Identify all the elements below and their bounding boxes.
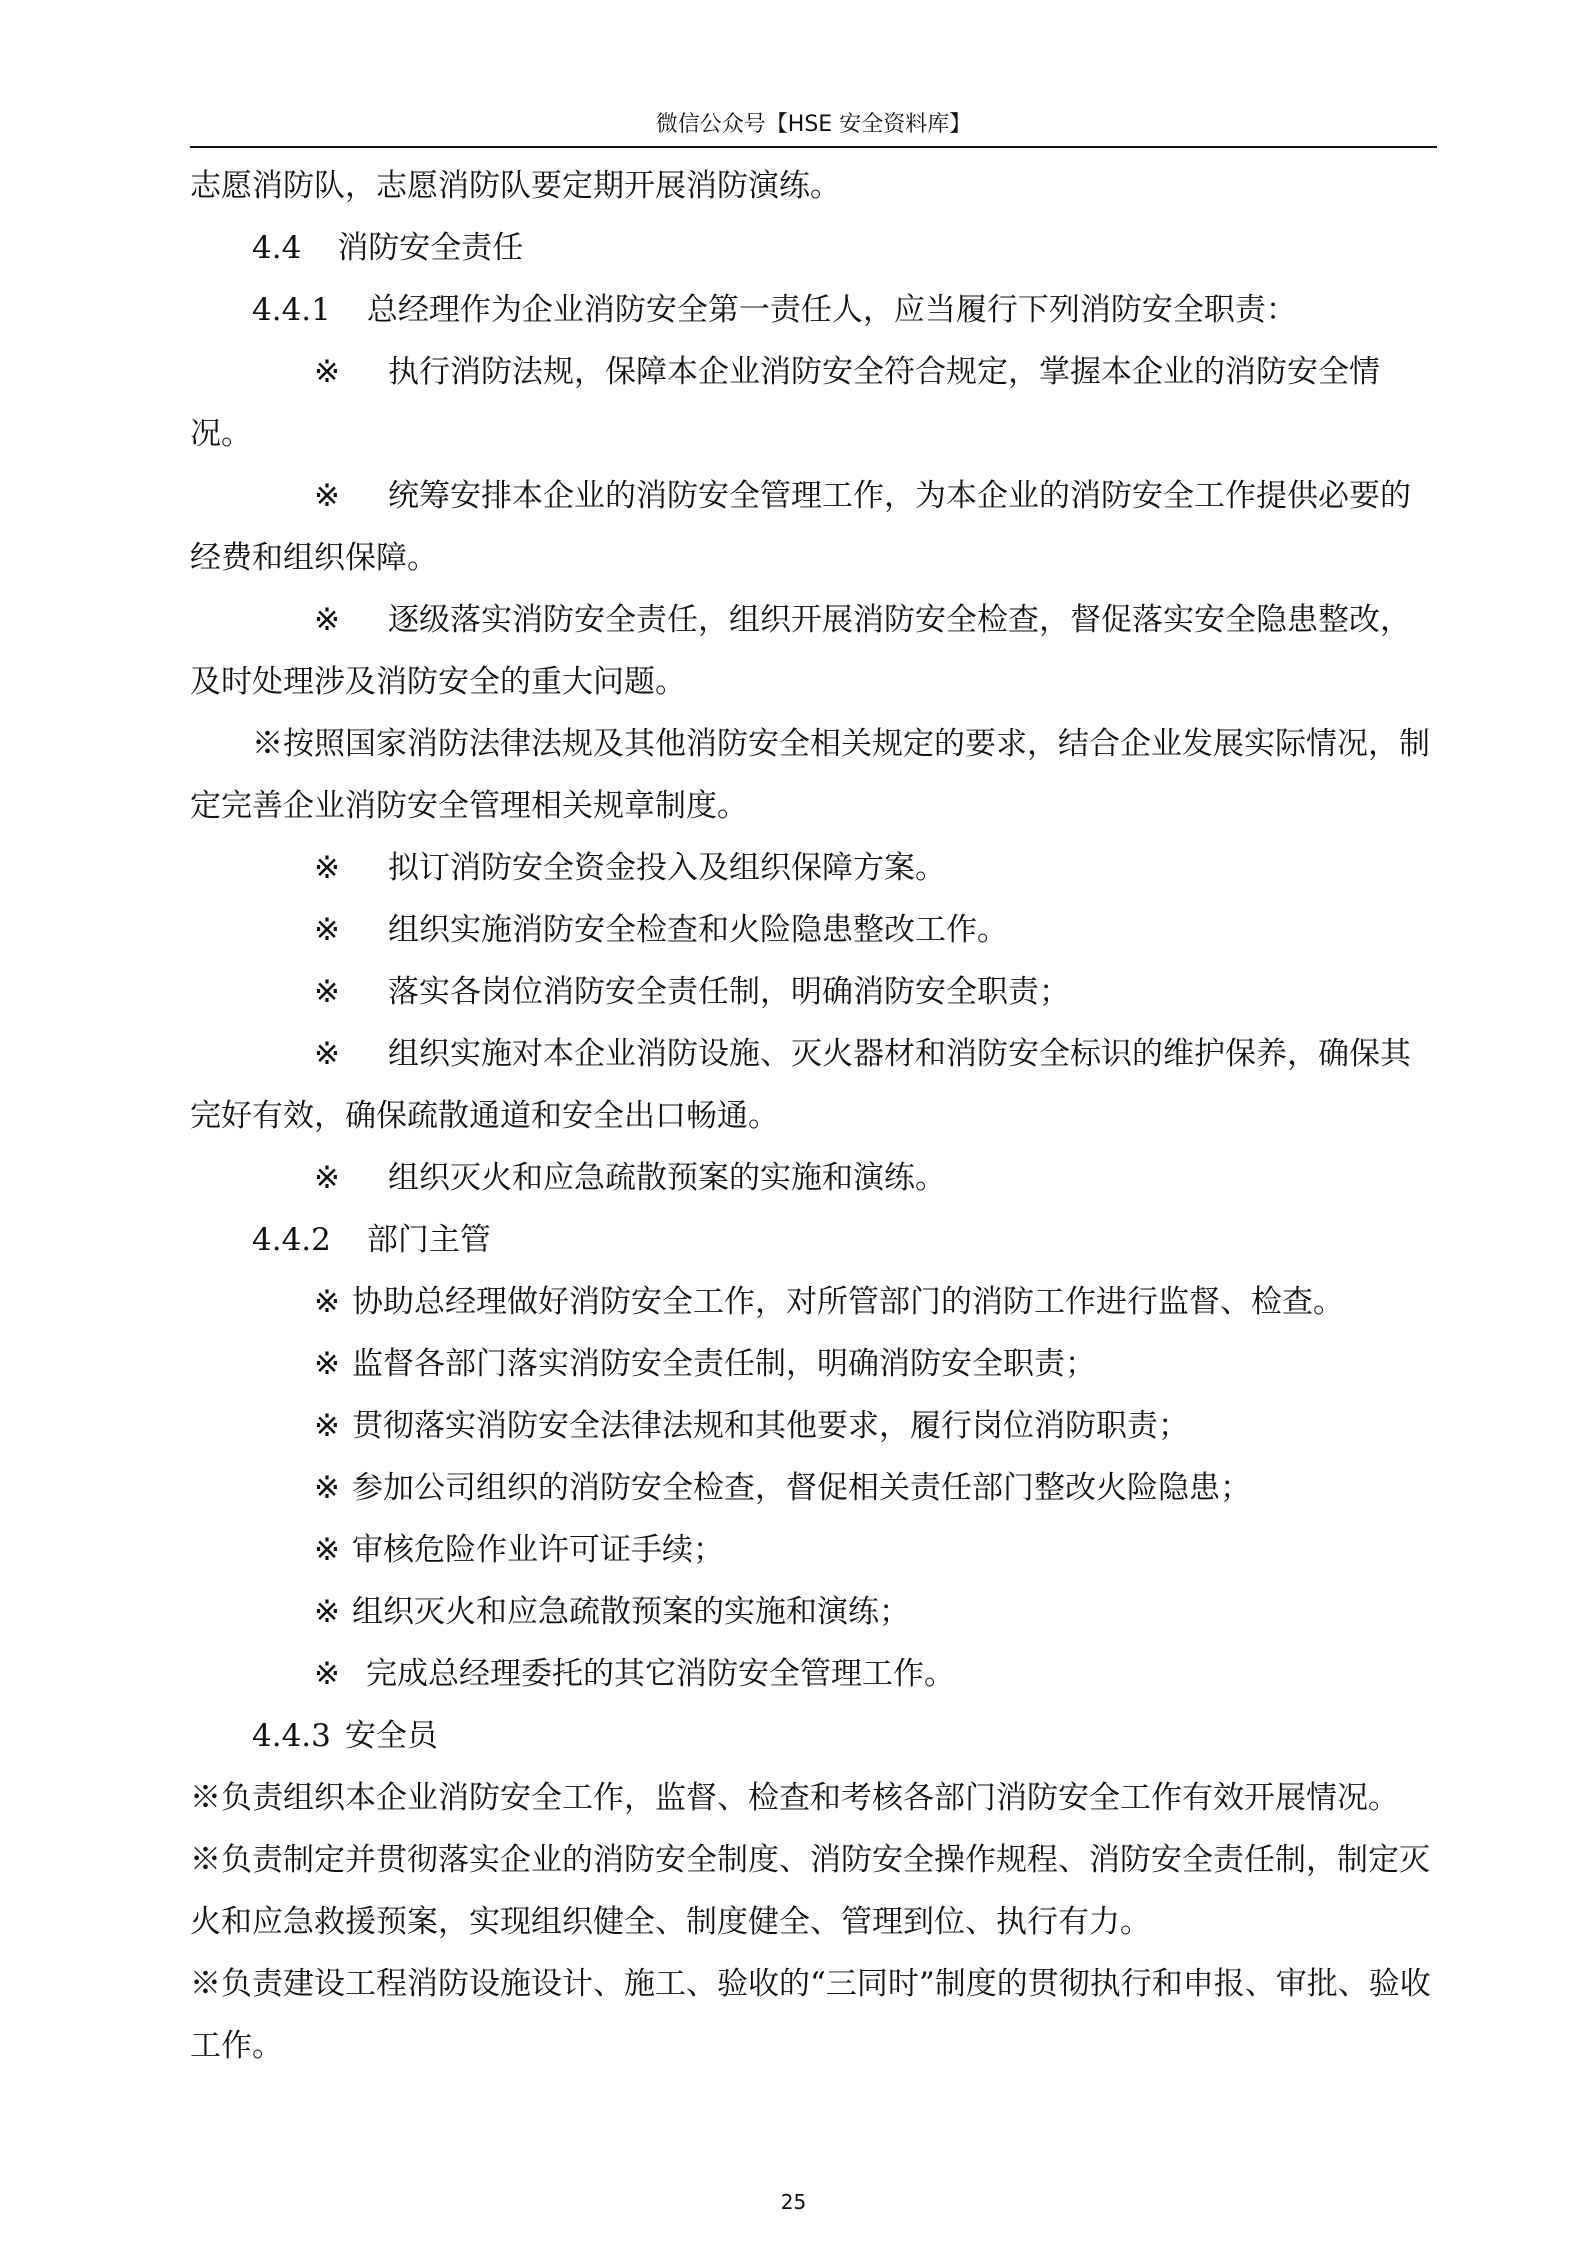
paragraph-text: 完成总经理委托的其它消防安全管理工作。	[365, 1656, 955, 1692]
paragraph-text: 监督各部门落实消防安全责任制，明确消防安全职责；	[351, 1346, 1096, 1382]
paragraph-text: ※负责组织本企业消防安全工作，监督、检查和考核各部门消防安全工作有效开展情况。	[190, 1780, 1399, 1816]
bullet-mark: ※	[314, 1594, 340, 1630]
paragraph	[190, 899, 1440, 961]
paragraph-text: 贯彻落实消防安全法律法规和其他要求，履行岗位消防职责；	[351, 1408, 1189, 1444]
paragraph	[190, 1519, 1440, 1581]
paragraph-text: 审核危险作业许可证手续；	[351, 1532, 724, 1568]
bullet-mark: ※	[314, 1284, 340, 1320]
document-body	[190, 155, 1440, 2077]
paragraph	[190, 465, 1440, 589]
bullet-mark: ※	[314, 912, 340, 948]
paragraph-text: 逐级落实消防安全责任，组织开展消防安全检查，督促落实安全隐患整改，及时处理涉及消防安全的重大问题。	[190, 602, 1411, 700]
page-header: 微信公众号【HSE 安全资料库】	[655, 112, 972, 137]
paragraph	[190, 155, 1440, 217]
paragraph-text: 拟订消防安全资金投入及组织保障方案。	[387, 850, 946, 886]
paragraph-text: 统筹安排本企业的消防安全管理工作，为本企业的消防安全工作提供必要的经费和组织保障。	[190, 478, 1411, 576]
paragraph	[190, 279, 1440, 341]
bullet-mark: ※	[314, 850, 340, 886]
section-number: 4.4.2	[252, 1222, 331, 1258]
paragraph	[190, 713, 1440, 837]
paragraph	[190, 217, 1440, 279]
paragraph-text: 部门主管	[366, 1222, 491, 1258]
paragraph	[190, 1023, 1440, 1147]
bullet-mark: ※	[314, 1346, 340, 1382]
bullet-mark: ※	[314, 1532, 340, 1568]
paragraph	[190, 589, 1440, 713]
paragraph-text: 总经理作为企业消防安全第一责任人，应当履行下列消防安全职责：	[366, 292, 1297, 328]
bullet-mark: ※	[314, 1470, 340, 1506]
paragraph-text: 组织实施对本企业消防设施、灭火器材和消防安全标识的维护保养，确保其完好有效，确保疏散通道和安全出口畅通。	[190, 1036, 1411, 1134]
bullet-mark: ※	[314, 602, 340, 638]
paragraph	[190, 1829, 1440, 1953]
paragraph	[190, 1271, 1440, 1333]
paragraph	[190, 1457, 1440, 1519]
paragraph-text: 组织灭火和应急疏散预案的实施和演练。	[387, 1160, 946, 1196]
paragraph-text: 组织实施消防安全检查和火险隐患整改工作。	[387, 912, 1008, 948]
paragraph	[190, 1147, 1440, 1209]
bullet-mark: ※	[314, 1036, 340, 1072]
bullet-mark: ※	[314, 1656, 340, 1692]
paragraph-text: 参加公司组织的消防安全检查，督促相关责任部门整改火险隐患；	[351, 1470, 1251, 1506]
bullet-mark: ※	[314, 478, 340, 514]
paragraph-text: 落实各岗位消防安全责任制，明确消防安全职责；	[387, 974, 1070, 1010]
paragraph	[190, 1953, 1440, 2077]
bullet-mark: ※	[314, 1160, 340, 1196]
paragraph	[190, 1767, 1440, 1829]
paragraph	[190, 341, 1440, 465]
paragraph	[190, 1333, 1440, 1395]
paragraph-text: 消防安全责任	[337, 230, 524, 266]
section-number: 4.4	[252, 230, 302, 266]
paragraph	[190, 1705, 1440, 1767]
paragraph	[190, 1395, 1440, 1457]
bullet-mark: ※	[314, 1408, 340, 1444]
bullet-mark: ※	[314, 974, 340, 1010]
header-divider	[190, 146, 1437, 148]
paragraph-text: 协助总经理做好消防安全工作，对所管部门的消防工作进行监督、检查。	[351, 1284, 1344, 1320]
paragraph	[190, 1209, 1440, 1271]
paragraph	[190, 837, 1440, 899]
paragraph	[190, 1581, 1440, 1643]
page-number: 25	[780, 2190, 807, 2214]
paragraph-text: 安全员	[344, 1718, 438, 1754]
paragraph	[190, 961, 1440, 1023]
paragraph-text: 志愿消防队，志愿消防队要定期开展消防演练。	[190, 168, 841, 204]
paragraph-text: ※按照国家消防法律法规及其他消防安全相关规定的要求，结合企业发展实际情况，制定完善企业消防安全管理相关规章制度。	[190, 726, 1430, 824]
paragraph-text: ※负责制定并贯彻落实企业的消防安全制度、消防安全操作规程、消防安全责任制，制定灭火和应急救援预案，实现组织健全、制度健全、管理到位、执行有力。	[190, 1842, 1430, 1940]
section-number: 4.4.3	[252, 1718, 331, 1754]
bullet-mark: ※	[314, 354, 340, 390]
paragraph-text: 组织灭火和应急疏散预案的实施和演练；	[351, 1594, 910, 1630]
paragraph	[190, 1643, 1440, 1705]
paragraph-text: ※负责建设工程消防设施设计、施工、验收的“三同时”制度的贯彻执行和申报、审批、验收工作。	[190, 1966, 1431, 2064]
section-number: 4.4.1	[252, 292, 331, 328]
paragraph-text: 执行消防法规，保障本企业消防安全符合规定，掌握本企业的消防安全情况。	[190, 354, 1380, 452]
